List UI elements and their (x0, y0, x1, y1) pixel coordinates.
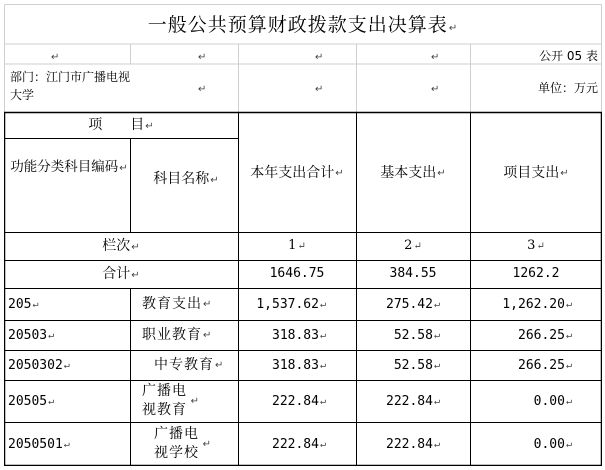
paragraph-mark: ↵ (431, 52, 440, 63)
paragraph-mark: ↵ (48, 395, 55, 407)
paragraph-mark: ↵ (215, 359, 225, 371)
row-total: 318.83 ↵ (272, 357, 326, 373)
row-name: 广播电视教育 ↵ (142, 383, 200, 418)
paragraph-mark: ↵ (63, 438, 70, 450)
row-project-exp: 266.25 ↵ (518, 327, 572, 343)
paragraph-mark: ↵ (319, 359, 326, 371)
paragraph-mark: ↵ (431, 84, 440, 95)
paragraph-mark: ↵ (319, 395, 326, 407)
paragraph-mark: ↵ (190, 395, 200, 407)
row-name: 中专教育 ↵ (154, 356, 225, 373)
header-total: 本年支出合计 ↵ (250, 164, 344, 181)
column-index-2: 2↵ (404, 238, 422, 253)
row-code: 20503 ↵ (8, 327, 55, 343)
paragraph-mark: ↵ (433, 359, 440, 371)
header-basic: 基本支出 ↵ (380, 164, 446, 181)
sum-label: 合计↵ (102, 266, 140, 282)
row-project-exp: 1,262.20 ↵ (502, 296, 572, 312)
row-basic: 222.84 ↵ (386, 393, 440, 409)
row-basic: 275.42 ↵ (386, 296, 440, 312)
row-total: 222.84 ↵ (272, 393, 326, 409)
paragraph-mark: ↵ (198, 52, 207, 63)
row-name: 教育支出 ↵ (142, 295, 213, 312)
row-project-exp: 0.00 ↵ (533, 393, 572, 409)
row-name: 职业教育 ↵ (142, 326, 213, 343)
row-name: 广播电视学校 ↵ (154, 426, 212, 461)
paragraph-mark: ↵ (319, 438, 326, 450)
paragraph-mark: ↵ (565, 438, 572, 450)
header-project: 项 目↵ (88, 117, 154, 133)
paragraph-mark: ↵ (202, 438, 212, 450)
row-total: 222.84 ↵ (272, 436, 326, 452)
paragraph-mark: ↵ (433, 395, 440, 407)
row-code: 205 ↵ (8, 296, 39, 312)
column-index-label: 栏次↵ (102, 238, 140, 254)
paragraph-mark: ↵ (565, 329, 572, 341)
paragraph-mark: ↵ (565, 395, 572, 407)
paragraph-mark: ↵ (448, 23, 459, 34)
paragraph-mark: ↵ (51, 52, 60, 63)
paragraph-mark: ↵ (433, 329, 440, 341)
column-index-3: 3↵ (527, 238, 545, 253)
paragraph-mark: ↵ (198, 84, 207, 95)
sum-project-expense: 1262.2 (512, 266, 560, 281)
unit-label: 单位：万元 (537, 81, 598, 95)
header-name: 科目名称↵ (153, 171, 219, 187)
paragraph-mark: ↵ (565, 298, 572, 310)
paragraph-mark: ↵ (63, 359, 70, 371)
form-number: 公开 05 表 (539, 49, 598, 63)
paragraph-mark: ↵ (433, 298, 440, 310)
paragraph-mark: ↵ (315, 84, 324, 95)
paragraph-mark: ↵ (433, 438, 440, 450)
row-code: 2050501 ↵ (8, 436, 70, 452)
header-code: 功能分类科目编码↵ (10, 159, 128, 175)
row-code: 2050302 ↵ (8, 357, 70, 373)
paragraph-mark: ↵ (32, 298, 39, 310)
paragraph-mark: ↵ (203, 329, 213, 341)
budget-document (4, 4, 602, 466)
department-label: 部门：江门市广播电视大学 (10, 70, 131, 102)
paragraph-mark: ↵ (48, 329, 55, 341)
row-basic: 222.84 ↵ (386, 436, 440, 452)
paragraph-mark: ↵ (319, 298, 326, 310)
paragraph-mark: ↵ (319, 329, 326, 341)
paragraph-mark: ↵ (203, 298, 213, 310)
row-basic: 52.58 ↵ (393, 357, 440, 373)
row-code: 20505 ↵ (8, 393, 55, 409)
row-total: 318.83 ↵ (272, 327, 326, 343)
title-text: 一般公共预算财政拨款支出决算表 (147, 14, 448, 36)
column-index-1: 1↵ (288, 238, 306, 253)
sum-basic: 384.55 (389, 266, 437, 281)
row-total: 1,537.62 ↵ (256, 296, 326, 312)
table-title (4, 8, 602, 42)
sum-total: 1646.75 (269, 266, 325, 281)
row-basic: 52.58 ↵ (393, 327, 440, 343)
paragraph-mark: ↵ (565, 359, 572, 371)
header-project-expense: 项目支出 ↵ (503, 164, 569, 181)
row-project-exp: 0.00 ↵ (533, 436, 572, 452)
paragraph-mark: ↵ (315, 52, 324, 63)
row-project-exp: 266.25 ↵ (518, 357, 572, 373)
